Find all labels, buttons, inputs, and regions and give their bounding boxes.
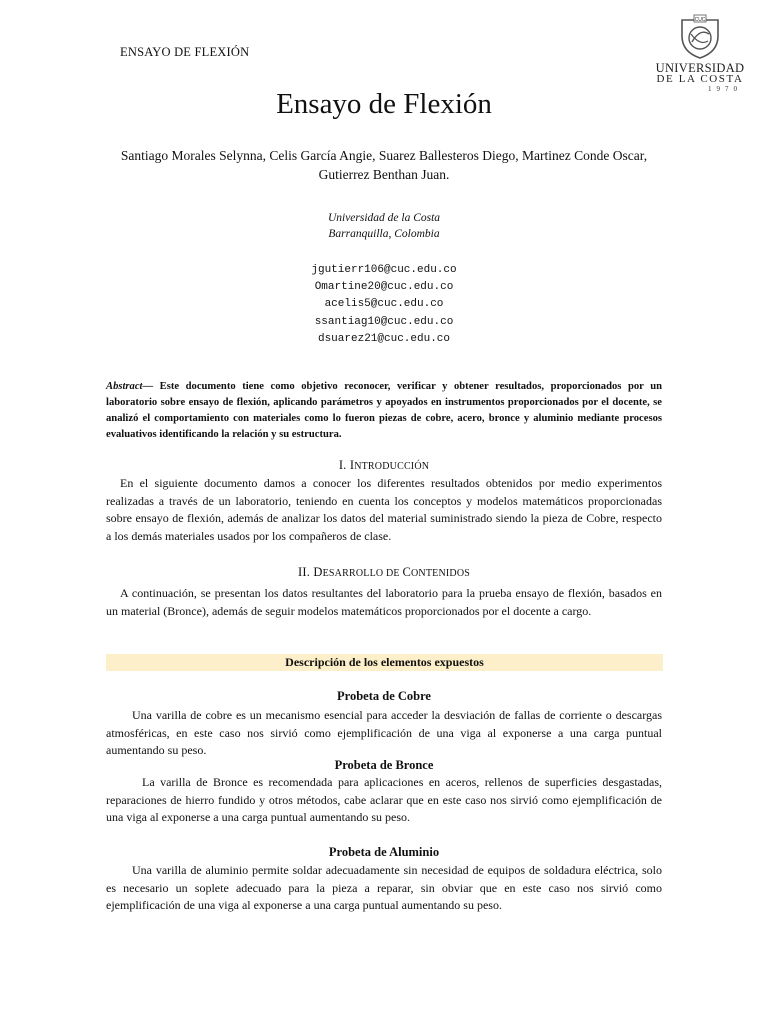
probeta-aluminio-title: Probeta de Aluminio xyxy=(328,845,440,859)
probeta-bronce-text: La varilla de Bronce es recomendada para aplicaciones en aceros, rellenos de superficies desgastadas, reparaciones de hierro fundido y otros métodos, cabe aclarar que en este caso nos sirvió como ejemplificación de una viga al exponerse a una carga puntual aumentando su peso. xyxy=(106,775,662,824)
section-initial: C xyxy=(402,565,411,579)
abstract-text: Este documento tiene como objetivo reconocer, verificar y obtener resultados, proporcionados por un laboratorio sobre ensayo de flexión, aplicando parámetros y apoyados en instrumentos proporcionados por el docente, se analizó el comportamiento con materiales como lo fueron piezas de cobre, acero, bronce y aluminio mediante procesos evaluativos identificando la relación y su estructura. xyxy=(106,381,663,440)
email-5[interactable]: dsuarez21@cuc.edu.co xyxy=(317,332,451,345)
table-header: Descripción de los elementos expuestos xyxy=(106,654,663,671)
intro-paragraph: En el siguiente documento damos a conocer los diferentes resultados obtenidos por medio experimentos realizadas a través de un laboratorio, teniendo en cuenta los conceptos y modelos matemáticos proporcionadas sobre ensayo de flexión, además de analizar los datos del material suministrado siendo la pieza de Cobre, respecto a los demás materiales usados por los compañeros de clase. xyxy=(106,476,662,543)
section-initial: I xyxy=(349,458,355,472)
email-list xyxy=(0,262,768,348)
abstract-lead: Abstract xyxy=(106,381,143,392)
section-initial: D xyxy=(313,565,323,579)
affiliation-city: Barranquilla, Colombia xyxy=(328,228,440,240)
paper-title: Ensayo de Flexión xyxy=(276,88,492,120)
probeta-bronce-title: Probeta de Bronce xyxy=(334,758,434,772)
probeta-cobre-text: Una varilla de cobre es un mecanismo esencial para acceder la desviación de fallas de corriente o descargas atmosféricas, en este caso nos sirvió como ejemplificación de una viga al exponerse a una carga puntual aumentando su peso. xyxy=(106,708,662,757)
logo-year: 1970 xyxy=(708,85,742,93)
affiliation-university: Universidad de la Costa xyxy=(327,212,441,224)
email-2[interactable]: Omartine20@cuc.edu.co xyxy=(314,281,454,294)
section-heading-intro xyxy=(0,458,768,473)
author-list: Santiago Morales Selynna, Celis García Angie, Suarez Ballesteros Diego, Martinez Conde Oscar, Gutierrez Benthan Juan. xyxy=(120,148,648,182)
affiliation xyxy=(0,210,768,242)
probeta-cobre-title: Probeta de Cobre xyxy=(337,689,431,703)
running-head: ENSAYO DE FLEXIÓN xyxy=(120,45,250,59)
logo-line2: DE LA COSTA xyxy=(656,73,744,85)
section-heading-desarrollo xyxy=(0,565,768,580)
section-rest: ONTENIDOS xyxy=(410,568,471,579)
abstract-dash: — xyxy=(142,381,160,392)
university-crest-icon xyxy=(678,14,722,60)
desarrollo-paragraph: A continuación, se presentan los datos resultantes del laboratorio para la prueba ensayo de flexión, basados en un material (Bronce), además de seguir modelos matemáticos proporcionados por el docente a cargo. xyxy=(106,586,662,618)
email-4[interactable]: ssantiag10@cuc.edu.co xyxy=(314,315,454,328)
email-1[interactable]: jgutierr106@cuc.edu.co xyxy=(311,264,457,276)
probeta-aluminio-text: Una varilla de aluminio permite soldar adecuadamente sin necesidad de equipos de soldadura eléctrica, solo es necesario un soplete adecuado para la pieza a reparar, sin obviar que en este caso nos sirvió como ejemplificación de una viga al exponerse a una carga puntual aumentando su peso. xyxy=(106,863,662,912)
section-number: I. xyxy=(338,458,350,472)
email-3[interactable]: acelis5@cuc.edu.co xyxy=(324,298,444,311)
section-rest: ESARROLLO DE xyxy=(322,568,403,579)
abstract xyxy=(106,379,662,443)
section-rest: NTRODUCCIÓN xyxy=(354,461,430,472)
logo-badge-text: CUC xyxy=(694,17,706,23)
logo-line1: UNIVERSIDAD xyxy=(655,61,745,75)
section-number: II. xyxy=(297,565,314,579)
